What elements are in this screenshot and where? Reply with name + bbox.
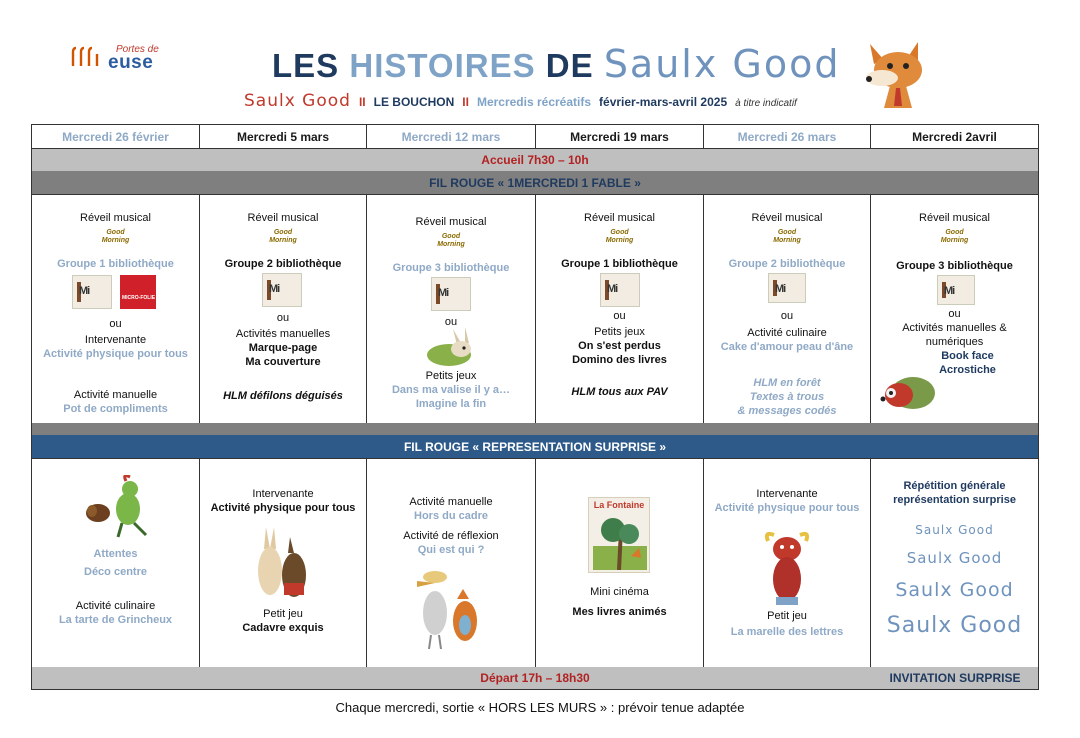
or-label: ou <box>780 310 794 322</box>
activity-label: Groupe 1 bibliothèque <box>57 258 174 270</box>
mi-label: Mi <box>944 285 955 297</box>
activity-label: Réveil musical <box>247 212 319 224</box>
micro-folie-label: MICRO-FOLIE <box>122 295 156 301</box>
title-brand: Saulx Good <box>603 42 841 86</box>
good-morning-icon <box>606 229 634 249</box>
title-part-3: DE <box>535 47 604 84</box>
activity-label: Ma couverture <box>245 356 321 368</box>
mi-label: Mi <box>775 283 786 295</box>
program-label: Mercredis récréatifs <box>476 95 592 109</box>
invitation-label: INVITATION SURPRISE <box>889 671 1021 685</box>
activity-label: Acrostiche <box>939 364 996 376</box>
mediatheque-logo-icon <box>72 275 112 309</box>
fil-rouge-fable-band: FIL ROUGE « 1MERCREDI 1 FABLE » <box>32 171 1038 195</box>
ant-and-grasshopper-illustration-icon <box>78 475 154 541</box>
activity-label: HLM en forêt <box>753 377 821 389</box>
mi-label: Mi <box>269 283 280 295</box>
saulx-good-logo-medium: Saulx Good <box>906 549 1003 567</box>
table-cell <box>367 195 536 423</box>
mediatheque-logo-icon <box>262 273 302 307</box>
indicative-note: à titre indicatif <box>735 98 797 109</box>
activity-label: représentation surprise <box>893 494 1016 506</box>
activity-label: Activité de réflexion <box>403 530 499 542</box>
book-illustration-icon <box>593 516 647 570</box>
activity-label: Dans ma valise il y a… <box>391 384 510 396</box>
column-header: Mercredi 2avril <box>912 130 997 144</box>
fox-mascot-icon <box>860 36 936 108</box>
activity-label: Groupe 1 bibliothèque <box>561 258 678 270</box>
or-label: ou <box>444 316 458 328</box>
morning-activities-row <box>32 195 1038 423</box>
table-cell <box>871 459 1038 667</box>
table-cell <box>200 195 367 423</box>
depart-label: Départ 17h – 18h30 <box>480 671 590 685</box>
title-part-2: HISTOIRES <box>349 47 536 84</box>
activity-label: Hors du cadre <box>414 510 488 522</box>
good-morning-label: Good Morning <box>437 233 465 248</box>
activity-label: Activité culinaire <box>747 327 827 339</box>
activity-label: Activité manuelle <box>409 496 493 508</box>
activity-label: Petit jeu <box>263 608 303 620</box>
micro-folie-logo-icon <box>120 275 156 309</box>
activity-label: HLM défilons déguisés <box>223 390 343 402</box>
activity-label: Textes à trous <box>749 391 825 403</box>
activity-label: Attentes <box>93 548 138 560</box>
activity-label: Réveil musical <box>80 212 151 224</box>
activity-label: La tarte de Grincheux <box>58 614 173 626</box>
location-label: LE BOUCHON <box>373 95 455 109</box>
activity-label: Cadavre exquis <box>242 622 324 634</box>
good-morning-label: Good Morning <box>773 229 801 244</box>
date-range: février-mars-avril 2025 <box>599 95 728 109</box>
activity-label: HLM tous aux PAV <box>571 386 668 398</box>
table-cell <box>536 195 704 423</box>
activity-label: Déco centre <box>84 566 147 578</box>
divider-band <box>32 423 1038 435</box>
saulx-good-logo-small: Saulx Good <box>915 523 994 537</box>
or-label: ou <box>948 308 961 320</box>
activity-label: Qui est qui ? <box>417 544 485 556</box>
depart-band <box>32 667 1038 689</box>
activity-label: Cake d'amour peau d'âne <box>720 341 854 353</box>
column-header: Mercredi 12 mars <box>367 125 536 148</box>
mediatheque-logo-icon <box>431 277 471 311</box>
fil-rouge-representation-band: FIL ROUGE « REPRESENTATION SURPRISE » <box>32 435 1038 459</box>
page-title <box>272 42 841 86</box>
mediatheque-logo-icon <box>600 273 640 307</box>
activity-label: Activités manuelles <box>235 328 331 340</box>
activity-label: On s'est perdus <box>578 340 661 352</box>
activity-label: & messages codés <box>737 405 837 417</box>
column-header: Mercredi 5 mars <box>200 125 367 148</box>
activity-label: Réveil musical <box>919 212 990 224</box>
table-cell <box>32 459 200 667</box>
activity-label: Domino des livres <box>572 354 667 366</box>
good-morning-label: Good Morning <box>940 229 969 244</box>
activity-label: Groupe 3 bibliothèque <box>896 260 1013 272</box>
good-morning-label: Good Morning <box>605 229 634 244</box>
book-title: La Fontaine <box>593 500 645 510</box>
activity-label: Réveil musical <box>584 212 655 224</box>
subtitle-line <box>244 91 797 111</box>
or-label: ou <box>613 310 626 322</box>
good-morning-icon <box>102 229 130 249</box>
activity-label: Activité physique pour tous <box>43 348 188 360</box>
saulx-good-logo-large: Saulx Good <box>895 579 1014 601</box>
table-cell <box>536 459 704 667</box>
good-morning-icon <box>437 233 465 253</box>
activity-label: Groupe 3 bibliothèque <box>392 262 510 274</box>
activity-label: Groupe 2 bibliothèque <box>728 258 846 270</box>
la-fontaine-book-cover <box>588 497 650 573</box>
table-cell <box>704 195 871 423</box>
mediatheque-logo-icon <box>937 275 975 305</box>
mi-label: Mi <box>438 287 449 299</box>
or-label: ou <box>109 318 122 330</box>
table-cell <box>871 195 1038 423</box>
footer-caption: Chaque mercredi, sortie « HORS LES MURS » : prévoir tenue adaptée <box>335 700 745 715</box>
good-morning-icon <box>773 229 801 249</box>
table-header-row <box>32 125 1038 149</box>
good-morning-icon <box>941 229 969 249</box>
table-cell <box>200 459 367 667</box>
rabbit-illustration-icon <box>423 325 483 369</box>
table-cell <box>367 459 536 667</box>
logo-top-text: Portes de <box>116 44 159 55</box>
mediatheque-logo-icon <box>768 273 806 303</box>
activity-label: Imagine la fin <box>415 398 487 410</box>
good-morning-label: Good Morning <box>101 229 130 244</box>
subtitle-brand: Saulx Good <box>244 91 351 111</box>
activity-label: Intervenante <box>756 488 818 500</box>
activity-label: Mini cinéma <box>590 586 649 598</box>
hedgehog-illustration-icon <box>879 371 939 413</box>
good-morning-label: Good Morning <box>269 229 297 244</box>
saulx-good-logo-xlarge: Saulx Good <box>886 613 1023 638</box>
activity-label: Activité manuelle <box>73 389 158 401</box>
activity-label: Réveil musical <box>751 212 823 224</box>
activity-label: Groupe 2 bibliothèque <box>224 258 342 270</box>
activity-label: numériques <box>925 336 984 348</box>
table-cell <box>704 459 871 667</box>
column-header: Mercredi 26 mars <box>704 125 871 148</box>
activity-label: La marelle des lettres <box>730 626 844 638</box>
afternoon-activities-row <box>32 459 1038 667</box>
column-header: Mercredi 19 mars <box>536 125 704 148</box>
good-morning-icon <box>269 229 297 249</box>
or-label: ou <box>276 312 290 324</box>
portes-meuse-mark-icon <box>70 46 104 68</box>
activity-label: Activités manuelles & <box>902 322 1007 334</box>
activity-label: Intervenante <box>252 488 314 500</box>
schedule-table <box>31 124 1039 690</box>
title-part-1: LES <box>272 47 350 84</box>
activity-label: Pot de compliments <box>63 403 168 415</box>
mi-label: Mi <box>79 285 90 297</box>
activity-label: Intervenante <box>84 334 147 346</box>
activity-label: Marque-page <box>248 342 318 354</box>
fox-and-stork-illustration-icon <box>413 563 483 649</box>
mi-label: Mi <box>607 283 618 295</box>
activity-label: Répétition générale <box>903 480 1006 492</box>
portes-de-meuse-logo <box>70 42 180 72</box>
activity-label: Petits jeux <box>425 370 477 382</box>
activity-label: Activité culinaire <box>75 600 156 612</box>
table-cell <box>32 195 200 423</box>
activity-label: Activité physique pour tous <box>210 502 356 514</box>
separator: II <box>358 95 366 109</box>
activity-label: Petit jeu <box>767 610 807 622</box>
separator: II <box>462 95 469 109</box>
activity-label: Petits jeux <box>594 326 645 338</box>
logo-main-text: euse <box>108 52 154 73</box>
column-header: Mercredi 26 février <box>32 125 200 148</box>
activity-label: Book face <box>941 350 994 362</box>
bull-illustration-icon <box>762 529 812 607</box>
accueil-band: Accueil 7h30 – 10h <box>32 149 1038 171</box>
activity-label: Activité physique pour tous <box>714 502 860 514</box>
hare-and-tortoise-illustration-icon <box>250 527 314 605</box>
activity-label: Réveil musical <box>415 216 487 228</box>
activity-label: Mes livres animés <box>572 606 667 618</box>
